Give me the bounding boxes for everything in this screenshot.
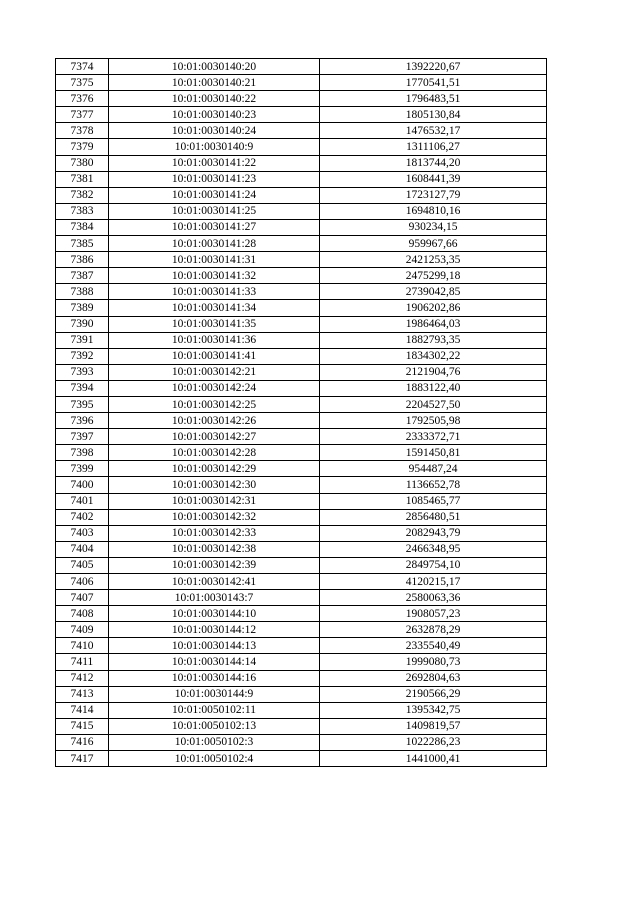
table-row xyxy=(56,171,547,187)
value-cell: 2849754,10 xyxy=(320,557,547,573)
value-cell: 2121904,76 xyxy=(320,364,547,380)
table-row xyxy=(56,557,547,573)
row-number-cell: 7381 xyxy=(56,171,109,187)
row-number-cell: 7379 xyxy=(56,139,109,155)
row-number-cell: 7399 xyxy=(56,461,109,477)
row-number-cell: 7382 xyxy=(56,187,109,203)
cadastral-number-cell: 10:01:0030141:25 xyxy=(109,203,320,219)
row-number-cell: 7402 xyxy=(56,509,109,525)
value-cell: 1392220,67 xyxy=(320,59,547,75)
row-number-cell: 7416 xyxy=(56,734,109,750)
value-cell: 1022286,23 xyxy=(320,734,547,750)
table-row xyxy=(56,380,547,396)
value-cell: 2421253,35 xyxy=(320,252,547,268)
cadastral-number-cell: 10:01:0030142:32 xyxy=(109,509,320,525)
row-number-cell: 7377 xyxy=(56,107,109,123)
cadastral-number-cell: 10:01:0030140:20 xyxy=(109,59,320,75)
row-number-cell: 7409 xyxy=(56,622,109,638)
cadastral-number-cell: 10:01:0030141:36 xyxy=(109,332,320,348)
table-row xyxy=(56,300,547,316)
cadastral-number-cell: 10:01:0030143:7 xyxy=(109,590,320,606)
value-cell: 1694810,16 xyxy=(320,203,547,219)
table-row xyxy=(56,702,547,718)
value-cell: 1986464,03 xyxy=(320,316,547,332)
value-cell: 1311106,27 xyxy=(320,139,547,155)
cadastral-value-table xyxy=(55,58,547,767)
cadastral-number-cell: 10:01:0050102:11 xyxy=(109,702,320,718)
cadastral-number-cell: 10:01:0030141:35 xyxy=(109,316,320,332)
value-cell: 1608441,39 xyxy=(320,171,547,187)
row-number-cell: 7395 xyxy=(56,396,109,412)
table-row xyxy=(56,236,547,252)
row-number-cell: 7396 xyxy=(56,413,109,429)
table-body xyxy=(56,59,547,767)
value-cell: 1441000,41 xyxy=(320,751,547,767)
row-number-cell: 7407 xyxy=(56,590,109,606)
table-row xyxy=(56,751,547,767)
value-cell: 930234,15 xyxy=(320,219,547,235)
cadastral-number-cell: 10:01:0030144:16 xyxy=(109,670,320,686)
row-number-cell: 7394 xyxy=(56,380,109,396)
cadastral-number-cell: 10:01:0030142:31 xyxy=(109,493,320,509)
row-number-cell: 7400 xyxy=(56,477,109,493)
value-cell: 2190566,29 xyxy=(320,686,547,702)
table-row xyxy=(56,284,547,300)
cadastral-number-cell: 10:01:0030141:33 xyxy=(109,284,320,300)
table-row xyxy=(56,348,547,364)
table-row xyxy=(56,155,547,171)
value-cell: 2475299,18 xyxy=(320,268,547,284)
value-cell: 1813744,20 xyxy=(320,155,547,171)
table-row xyxy=(56,107,547,123)
cadastral-number-cell: 10:01:0030140:22 xyxy=(109,91,320,107)
table-row xyxy=(56,445,547,461)
table-row xyxy=(56,219,547,235)
cadastral-number-cell: 10:01:0030142:27 xyxy=(109,429,320,445)
table-row xyxy=(56,622,547,638)
cadastral-number-cell: 10:01:0030141:24 xyxy=(109,187,320,203)
value-cell: 1906202,86 xyxy=(320,300,547,316)
value-cell: 1770541,51 xyxy=(320,75,547,91)
value-cell: 1723127,79 xyxy=(320,187,547,203)
table-row xyxy=(56,638,547,654)
value-cell: 1882793,35 xyxy=(320,332,547,348)
cadastral-number-cell: 10:01:0030141:28 xyxy=(109,236,320,252)
row-number-cell: 7405 xyxy=(56,557,109,573)
table-row xyxy=(56,477,547,493)
table-row xyxy=(56,91,547,107)
table-row xyxy=(56,686,547,702)
table-row xyxy=(56,670,547,686)
row-number-cell: 7408 xyxy=(56,606,109,622)
cadastral-number-cell: 10:01:0030141:34 xyxy=(109,300,320,316)
row-number-cell: 7390 xyxy=(56,316,109,332)
table-row xyxy=(56,75,547,91)
row-number-cell: 7375 xyxy=(56,75,109,91)
row-number-cell: 7412 xyxy=(56,670,109,686)
table-row xyxy=(56,332,547,348)
table-row xyxy=(56,139,547,155)
cadastral-number-cell: 10:01:0030142:28 xyxy=(109,445,320,461)
row-number-cell: 7413 xyxy=(56,686,109,702)
cadastral-number-cell: 10:01:0030144:10 xyxy=(109,606,320,622)
row-number-cell: 7403 xyxy=(56,525,109,541)
value-cell: 2632878,29 xyxy=(320,622,547,638)
cadastral-number-cell: 10:01:0030142:39 xyxy=(109,557,320,573)
cadastral-number-cell: 10:01:0030142:30 xyxy=(109,477,320,493)
table-row xyxy=(56,606,547,622)
value-cell: 2204527,50 xyxy=(320,396,547,412)
cadastral-number-cell: 10:01:0030142:25 xyxy=(109,396,320,412)
value-cell: 2466348,95 xyxy=(320,541,547,557)
row-number-cell: 7410 xyxy=(56,638,109,654)
row-number-cell: 7393 xyxy=(56,364,109,380)
value-cell: 954487,24 xyxy=(320,461,547,477)
table-row xyxy=(56,396,547,412)
value-cell: 1395342,75 xyxy=(320,702,547,718)
value-cell: 2856480,51 xyxy=(320,509,547,525)
cadastral-number-cell: 10:01:0030142:24 xyxy=(109,380,320,396)
value-cell: 1792505,98 xyxy=(320,413,547,429)
row-number-cell: 7383 xyxy=(56,203,109,219)
table-row xyxy=(56,734,547,750)
cadastral-number-cell: 10:01:0030142:26 xyxy=(109,413,320,429)
row-number-cell: 7417 xyxy=(56,751,109,767)
row-number-cell: 7378 xyxy=(56,123,109,139)
cadastral-number-cell: 10:01:0030140:24 xyxy=(109,123,320,139)
cadastral-number-cell: 10:01:0030142:21 xyxy=(109,364,320,380)
row-number-cell: 7388 xyxy=(56,284,109,300)
value-cell: 959967,66 xyxy=(320,236,547,252)
value-cell: 1796483,51 xyxy=(320,91,547,107)
row-number-cell: 7380 xyxy=(56,155,109,171)
cadastral-number-cell: 10:01:0030142:33 xyxy=(109,525,320,541)
table-row xyxy=(56,59,547,75)
row-number-cell: 7385 xyxy=(56,236,109,252)
value-cell: 2333372,71 xyxy=(320,429,547,445)
table-row xyxy=(56,654,547,670)
cadastral-number-cell: 10:01:0030141:27 xyxy=(109,219,320,235)
cadastral-number-cell: 10:01:0030142:29 xyxy=(109,461,320,477)
row-number-cell: 7384 xyxy=(56,219,109,235)
value-cell: 4120215,17 xyxy=(320,574,547,590)
value-cell: 1085465,77 xyxy=(320,493,547,509)
table-row xyxy=(56,413,547,429)
value-cell: 1136652,78 xyxy=(320,477,547,493)
row-number-cell: 7376 xyxy=(56,91,109,107)
table-row xyxy=(56,203,547,219)
row-number-cell: 7397 xyxy=(56,429,109,445)
value-cell: 1409819,57 xyxy=(320,718,547,734)
row-number-cell: 7411 xyxy=(56,654,109,670)
cadastral-number-cell: 10:01:0030144:12 xyxy=(109,622,320,638)
value-cell: 2739042,85 xyxy=(320,284,547,300)
value-cell: 1591450,81 xyxy=(320,445,547,461)
table-row xyxy=(56,316,547,332)
value-cell: 2580063,36 xyxy=(320,590,547,606)
cadastral-number-cell: 10:01:0030141:23 xyxy=(109,171,320,187)
cadastral-number-cell: 10:01:0030141:22 xyxy=(109,155,320,171)
cadastral-number-cell: 10:01:0030142:38 xyxy=(109,541,320,557)
value-cell: 1908057,23 xyxy=(320,606,547,622)
cadastral-number-cell: 10:01:0030141:41 xyxy=(109,348,320,364)
row-number-cell: 7386 xyxy=(56,252,109,268)
table-row xyxy=(56,252,547,268)
cadastral-number-cell: 10:01:0050102:4 xyxy=(109,751,320,767)
cadastral-number-cell: 10:01:0050102:3 xyxy=(109,734,320,750)
value-cell: 1999080,73 xyxy=(320,654,547,670)
value-cell: 1883122,40 xyxy=(320,380,547,396)
value-cell: 1476532,17 xyxy=(320,123,547,139)
table-row xyxy=(56,590,547,606)
row-number-cell: 7389 xyxy=(56,300,109,316)
cadastral-number-cell: 10:01:0050102:13 xyxy=(109,718,320,734)
table-row xyxy=(56,364,547,380)
row-number-cell: 7414 xyxy=(56,702,109,718)
cadastral-number-cell: 10:01:0030142:41 xyxy=(109,574,320,590)
row-number-cell: 7406 xyxy=(56,574,109,590)
cadastral-number-cell: 10:01:0030140:23 xyxy=(109,107,320,123)
value-cell: 1805130,84 xyxy=(320,107,547,123)
table-row xyxy=(56,525,547,541)
row-number-cell: 7391 xyxy=(56,332,109,348)
cadastral-number-cell: 10:01:0030141:32 xyxy=(109,268,320,284)
cadastral-number-cell: 10:01:0030144:9 xyxy=(109,686,320,702)
table-row xyxy=(56,123,547,139)
table-row xyxy=(56,461,547,477)
table-row xyxy=(56,429,547,445)
cadastral-number-cell: 10:01:0030140:21 xyxy=(109,75,320,91)
table-row xyxy=(56,187,547,203)
row-number-cell: 7387 xyxy=(56,268,109,284)
cadastral-number-cell: 10:01:0030140:9 xyxy=(109,139,320,155)
row-number-cell: 7404 xyxy=(56,541,109,557)
row-number-cell: 7415 xyxy=(56,718,109,734)
row-number-cell: 7392 xyxy=(56,348,109,364)
value-cell: 2692804,63 xyxy=(320,670,547,686)
table-row xyxy=(56,718,547,734)
cadastral-number-cell: 10:01:0030144:14 xyxy=(109,654,320,670)
table-row xyxy=(56,268,547,284)
row-number-cell: 7401 xyxy=(56,493,109,509)
table-row xyxy=(56,509,547,525)
cadastral-number-cell: 10:01:0030141:31 xyxy=(109,252,320,268)
value-cell: 2335540,49 xyxy=(320,638,547,654)
value-cell: 1834302,22 xyxy=(320,348,547,364)
value-cell: 2082943,79 xyxy=(320,525,547,541)
row-number-cell: 7398 xyxy=(56,445,109,461)
table-row xyxy=(56,493,547,509)
document-page xyxy=(55,58,546,767)
table-row xyxy=(56,574,547,590)
table-row xyxy=(56,541,547,557)
cadastral-number-cell: 10:01:0030144:13 xyxy=(109,638,320,654)
row-number-cell: 7374 xyxy=(56,59,109,75)
